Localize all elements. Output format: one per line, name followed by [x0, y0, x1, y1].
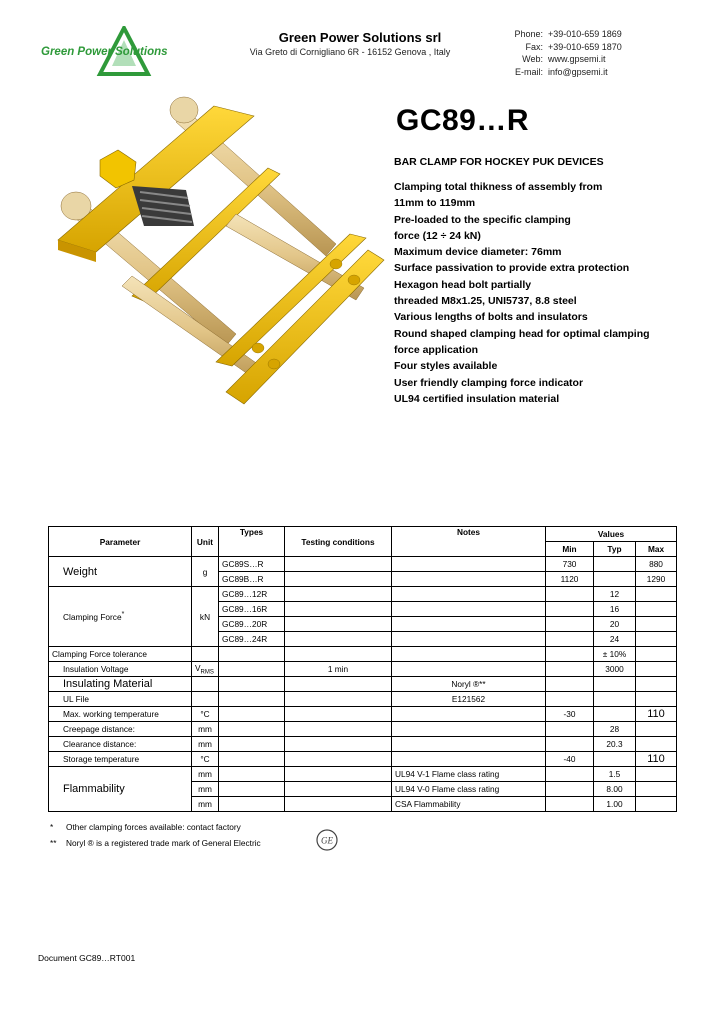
max-cell: 110	[636, 707, 677, 722]
testing-cell	[285, 572, 392, 587]
typ-cell: ± 10%	[594, 647, 636, 662]
type-cell: GC89B…R	[219, 572, 285, 587]
typ-cell: 20.3	[594, 737, 636, 752]
testing-cell	[285, 737, 392, 752]
max-cell	[636, 617, 677, 632]
typ-cell: 1.00	[594, 797, 636, 812]
min-cell	[546, 692, 594, 707]
min-cell	[546, 662, 594, 677]
min-cell	[546, 782, 594, 797]
table-row	[49, 677, 677, 692]
min-cell	[546, 677, 594, 692]
max-cell: 110	[636, 752, 677, 767]
feature-item: Maximum device diameter: 76mm	[394, 246, 562, 259]
testing-cell	[285, 617, 392, 632]
testing-cell	[285, 767, 392, 782]
ge-logo-icon	[316, 829, 338, 851]
testing-cell	[285, 647, 392, 662]
feature-list	[394, 179, 694, 407]
header-unit: Unit	[192, 527, 219, 557]
typ-cell: 8.00	[594, 782, 636, 797]
table-row	[49, 767, 677, 782]
testing-cell	[285, 692, 392, 707]
type-cell	[219, 662, 285, 677]
footnote: * Other clamping forces available: contact factory	[50, 822, 241, 832]
typ-cell	[594, 692, 636, 707]
type-cell: GC89…12R	[219, 587, 285, 602]
max-cell	[636, 602, 677, 617]
feature-item: Four styles available	[394, 360, 498, 373]
param-weight: Weight	[49, 557, 192, 587]
type-cell	[219, 752, 285, 767]
document-id: Document GC89…RT001	[38, 953, 136, 963]
max-cell: 1290	[636, 572, 677, 587]
min-cell	[546, 767, 594, 782]
max-cell	[636, 647, 677, 662]
notes-cell: Noryl ®**	[392, 677, 546, 692]
max-cell	[636, 737, 677, 752]
param-insulating-material: Insulating Material	[49, 677, 192, 692]
unit-cell: °C	[192, 752, 219, 767]
type-cell	[219, 707, 285, 722]
param-storage-temp: Storage temperature	[49, 752, 192, 767]
table-row	[49, 647, 677, 662]
typ-cell	[594, 752, 636, 767]
contact-block	[488, 28, 634, 78]
model-title: GC89…R	[396, 104, 530, 137]
feature-item: force application	[394, 343, 479, 356]
table-row	[49, 737, 677, 752]
type-cell	[219, 722, 285, 737]
contact-phone: Phone: +39-010-659 1869	[514, 29, 622, 39]
min-cell	[546, 617, 594, 632]
type-cell	[219, 677, 285, 692]
testing-cell	[285, 752, 392, 767]
typ-cell: 24	[594, 632, 636, 647]
unit-cell: mm	[192, 767, 219, 782]
testing-cell	[285, 797, 392, 812]
unit-cell: g	[192, 557, 219, 587]
feature-item: Pre-loaded to the specific clamping	[394, 213, 571, 226]
min-cell	[546, 647, 594, 662]
testing-cell	[285, 677, 392, 692]
param-clearance: Clearance distance:	[49, 737, 192, 752]
unit-cell	[192, 692, 219, 707]
typ-cell: 12	[594, 587, 636, 602]
product-subtitle: BAR CLAMP FOR HOCKEY PUK DEVICES	[394, 156, 604, 168]
max-cell	[636, 587, 677, 602]
notes-cell	[392, 737, 546, 752]
min-cell	[546, 632, 594, 647]
param-clamping-force: Clamping Force*	[49, 587, 192, 647]
testing-cell	[285, 602, 392, 617]
unit-cell: mm	[192, 737, 219, 752]
feature-item: force (12 ÷ 24 kN)	[394, 229, 481, 242]
typ-cell: 3000	[594, 662, 636, 677]
unit-cell: mm	[192, 797, 219, 812]
max-cell: 880	[636, 557, 677, 572]
min-cell	[546, 737, 594, 752]
type-cell: GC89…20R	[219, 617, 285, 632]
contact-email[interactable]: E-mail: info@gpsemi.it	[514, 66, 608, 77]
header-typ: Typ	[594, 542, 636, 557]
notes-cell	[392, 662, 546, 677]
feature-item: User friendly clamping force indicator	[394, 376, 584, 389]
max-cell	[636, 632, 677, 647]
unit-cell	[192, 647, 219, 662]
notes-cell: UL94 V-0 Flame class rating	[392, 782, 546, 797]
type-cell	[219, 782, 285, 797]
testing-cell	[285, 782, 392, 797]
company-address: Via Greto di Cornigliano 6R - 16152 Genova , Italy	[249, 47, 451, 57]
testing-cell	[285, 707, 392, 722]
feature-item: Round shaped clamping head for optimal clamping	[394, 327, 650, 340]
min-cell	[546, 587, 594, 602]
min-cell	[546, 602, 594, 617]
type-cell: GC89…24R	[219, 632, 285, 647]
table-row	[49, 662, 677, 677]
svg-text:GE: GE	[321, 835, 333, 846]
specs-table	[48, 526, 677, 812]
notes-cell	[392, 617, 546, 632]
notes-cell: E121562	[392, 692, 546, 707]
type-cell	[219, 797, 285, 812]
table-row	[49, 692, 677, 707]
max-cell	[636, 797, 677, 812]
contact-web[interactable]: Web: www.gpsemi.it	[522, 54, 606, 65]
notes-cell	[392, 752, 546, 767]
table-row	[49, 587, 677, 602]
unit-cell	[192, 677, 219, 692]
table-row	[49, 722, 677, 737]
header-max: Max	[636, 542, 677, 557]
notes-cell	[392, 722, 546, 737]
table-row	[49, 752, 677, 767]
unit-cell: kN	[192, 587, 219, 647]
typ-cell: 28	[594, 722, 636, 737]
param-ul-file: UL File	[49, 692, 192, 707]
typ-cell	[594, 677, 636, 692]
max-cell	[636, 677, 677, 692]
testing-cell	[285, 722, 392, 737]
notes-cell	[392, 587, 546, 602]
testing-cell	[285, 587, 392, 602]
notes-cell: UL94 V-1 Flame class rating	[392, 767, 546, 782]
unit-cell: $V_{RMS}$	[192, 662, 219, 677]
feature-item: Clamping total thikness of assembly from	[394, 181, 603, 193]
max-cell	[636, 722, 677, 737]
type-cell	[219, 647, 285, 662]
testing-cell	[285, 632, 392, 647]
footnote: ** Noryl ® is a registered trade mark of General Electric	[50, 838, 261, 848]
notes-cell	[392, 572, 546, 587]
type-cell: GC89S…R	[219, 557, 285, 572]
table-row	[49, 707, 677, 722]
typ-cell	[594, 557, 636, 572]
min-cell	[546, 797, 594, 812]
unit-cell: °C	[192, 707, 219, 722]
header-parameter: Parameter	[49, 527, 192, 557]
contact-fax: Fax: +39-010-659 1870	[525, 41, 622, 52]
max-cell	[636, 662, 677, 677]
notes-cell	[392, 602, 546, 617]
feature-item: UL94 certified insulation material	[394, 392, 560, 405]
typ-cell: 20	[594, 617, 636, 632]
type-cell: GC89…16R	[219, 602, 285, 617]
typ-cell	[594, 707, 636, 722]
header-min: Min	[546, 542, 594, 557]
company-name: Green Power Solutions srl	[278, 30, 442, 45]
param-flammability: Flammability	[49, 767, 192, 812]
min-cell: -30	[546, 707, 594, 722]
min-cell: -40	[546, 752, 594, 767]
param-tolerance: Clamping Force tolerance	[49, 647, 192, 662]
typ-cell: 1.5	[594, 767, 636, 782]
notes-cell	[392, 632, 546, 647]
unit-cell: mm	[192, 782, 219, 797]
type-cell	[219, 767, 285, 782]
notes-cell	[392, 647, 546, 662]
param-creepage: Creepage distance:	[49, 722, 192, 737]
type-cell	[219, 692, 285, 707]
header-notes: Notes	[392, 527, 546, 557]
feature-item: threaded M8x1.25, UNI5737, 8.8 steel	[394, 295, 577, 308]
typ-cell	[594, 572, 636, 587]
header-testing: Testing conditions	[285, 527, 392, 557]
product-image	[36, 88, 388, 410]
testing-cell: 1 min	[285, 662, 392, 677]
header-types: Types	[219, 527, 285, 557]
min-cell: 730	[546, 557, 594, 572]
max-cell	[636, 767, 677, 782]
feature-item: 11mm to 119mm	[394, 197, 476, 210]
notes-cell: CSA Flammability	[392, 797, 546, 812]
feature-item: Surface passivation to provide extra protection	[394, 262, 630, 275]
notes-cell	[392, 707, 546, 722]
unit-cell: mm	[192, 722, 219, 737]
param-max-temp: Max. working temperature	[49, 707, 192, 722]
type-cell	[219, 737, 285, 752]
max-cell	[636, 692, 677, 707]
header-values: Values	[546, 527, 677, 542]
table-row	[49, 557, 677, 572]
max-cell	[636, 782, 677, 797]
logo-text: Green Power Solutions	[41, 46, 168, 58]
notes-cell	[392, 557, 546, 572]
feature-item: Hexagon head bolt partially	[394, 278, 532, 291]
testing-cell	[285, 557, 392, 572]
typ-cell: 16	[594, 602, 636, 617]
feature-item: Various lengths of bolts and insulators	[394, 311, 588, 324]
min-cell	[546, 722, 594, 737]
table-header-row	[49, 527, 677, 542]
param-insulation-voltage: Insulation Voltage	[49, 662, 192, 677]
min-cell: 1120	[546, 572, 594, 587]
